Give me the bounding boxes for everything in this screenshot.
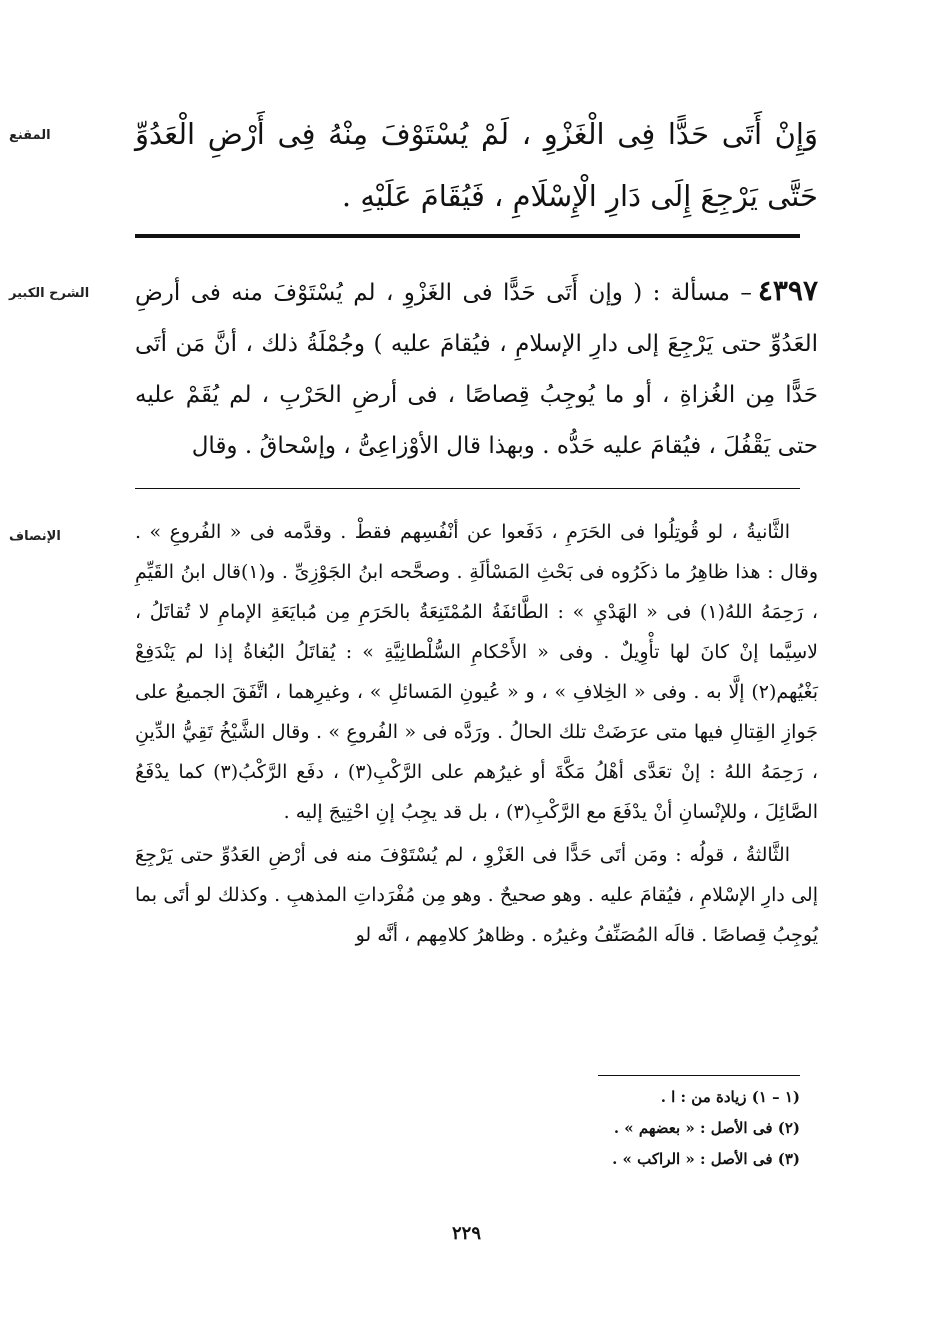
sharh-body: – مسألة : ( وإن أَتَى حَدًّا فى الغَزْوِ ، لم يُسْتَوْفَ منه فى أرضِ العَدُوِّ حتى يَرْجِعَ إلى دارِ الإسلامِ ، فيُقامَ عليه ) وجُمْلَةُ ذلك ، أنَّ مَن أتَى حَدًّا مِن الغُزاةِ ، أو ما يُوجِبُ قِصاصًا ، فى أرضِ الحَرْبِ ، لم يُقَمْ عليه حتى يَقْفُلَ ، فيُقامَ عليه حَدُّه . وبهذا قال الأوْزاعِىُّ ، وإسْحاقُ . وقال	[135, 280, 818, 459]
insaf-text	[135, 512, 818, 955]
footnote-3: (٣) فى الأصل : « الراكب » .	[612, 1150, 800, 1168]
muqni-paragraph: وَإِنْ أَتَى حَدًّا فِى الْغَزْوِ ، لَمْ يُسْتَوْفَ مِنْهُ فِى أَرْضِ الْعَدُوِّ حَتَّى يَرْجِعَ إِلَى دَارِ الْإِسْلَامِ ، فَيُقَامَ عَلَيْهِ .	[135, 117, 818, 213]
muqni-text	[135, 103, 818, 227]
sharh-text	[135, 265, 818, 472]
section-label-insaf: الإنصاف	[9, 529, 61, 544]
page-number: ٢٢٩	[451, 1223, 481, 1244]
section-label-muqni: المقنع	[9, 128, 51, 143]
section-label-sharh: الشرح الكبير	[9, 286, 90, 301]
section-divider-thin	[135, 488, 800, 489]
section-divider-thick	[135, 234, 800, 238]
footnote-2: (٢) فى الأصل : « بعضهم » .	[613, 1119, 800, 1137]
insaf-paragraph-1: الثَّانيةُ ، لو قُوتِلُوا فى الحَرَمِ ، دَفَعوا عن أنْفُسِهم فقطْ . وقدَّمه فى « الفُروعِ » . وقال : هذا ظاهِرُ ما ذكَرُوه فى بَحْثِ المَسْألَةِ . وصحَّحه ابنُ الجَوْزِىِّ . و(١)قال ابنُ القَيِّمِ ، رَحِمَهُ اللهُ(١) فى « الهَدْيِ » : الطَّائفَةُ المُمْتَنِعَةُ بالحَرَمِ مِن مُبايَعَةِ الإمامِ لا تُقاتَلُ ، لاسِيَّما إنْ كانَ لها تأْوِيلٌ . وفى « الأَحْكامِ السُّلْطانِيَّةِ » : يُقاتَلُ البُغاةُ إذا لم يَنْدَفِعْ بَغْيُهم(٢) إلَّا به . وفى « الخِلافِ » ، و « عُيونِ المَسائلِ » ، وغيرِهما ، اتَّفَقَ الجميعُ على جَوازِ القِتالِ فيها متى عرَضَتْ تلك الحالُ . ورَدَّه فى « الفُروعِ » . وقال الشَّيْخُ تَقِيُّ الدِّينِ ، رَحِمَهُ اللهُ : إنْ تعَدَّى أهْلُ مَكَّةَ أو غيرُهم على الرَّكْبِ(٣) ، دفَع الرَّكْبُ(٣) كما يدْفَعُ الصَّائِلَ ، وللإنْسانِ أنْ يدْفَعَ مع الرَّكْبِ(٣) ، بل قد يجِبُ إنِ احْتِيجَ إليه .	[135, 521, 818, 823]
sharh-paragraph	[135, 265, 818, 472]
footnote-divider	[598, 1075, 800, 1076]
insaf-paragraph-2: الثَّالثةُ ، قولُه : ومَن أتَى حَدًّا فى الغَزْوِ ، لم يُسْتَوْفَ منه فى أرْضِ العَدُوِّ حتى يَرْجِعَ إلى دارِ الإسْلامِ ، فيُقامَ عليه . وهو صحيحٌ . وهو مِن مُفْرَداتِ المذهبِ . وكذلك لو أتَى بما يُوجِبُ قِصاصًا . قالَه المُصَنِّفُ وغيرُه . وظاهرُ كلامِهم ، أنَّه لو	[135, 844, 818, 946]
footnote-1: (١ – ١) زيادة من : ا .	[660, 1088, 800, 1106]
issue-number: ٤٣٩٧	[757, 274, 818, 307]
footnotes	[140, 1082, 800, 1175]
